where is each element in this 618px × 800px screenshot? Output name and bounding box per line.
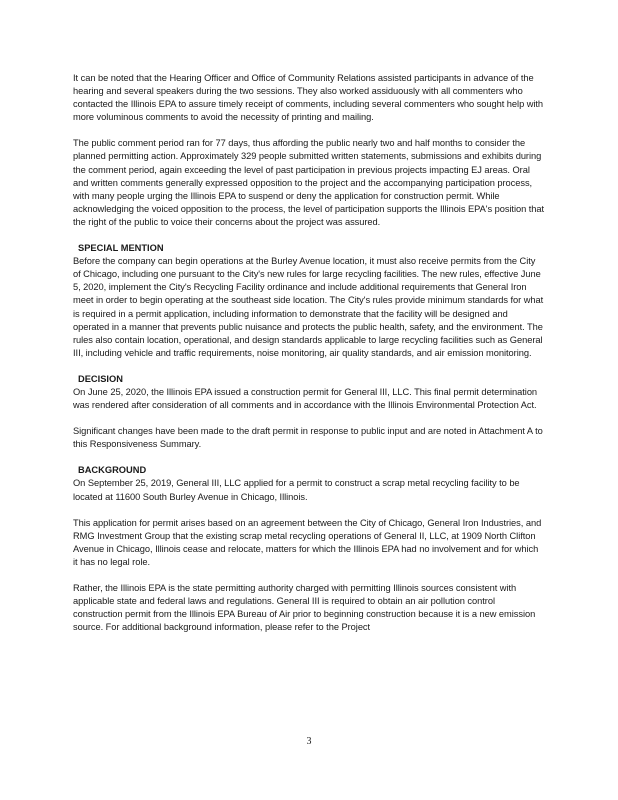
paragraph-background-authority: Rather, the Illinois EPA is the state permitting authority charged with permitting Illinois sources consistent with applicable state and federal laws and regulations. General III is required to obtain an air pollution control construction permit from the Illinois EPA Bureau of Air prior to beginning construction because it is a new emission source. For additional background information, please refer to the Project (73, 583, 536, 633)
paragraph-special-mention: Before the company can begin operations at the Burley Avenue location, it must also receive permits from the City of Chicago, including one pursuant to the City's new rules for large recycling facilities. The new rules, effective June 5, 2020, implement the City's Recycling Facility ordinance and include additional requirements that General Iron meet in order to begin operating at the southeast side location. The City's rules provide minimum standards for what is required in a permit application, including information to demonstrate that the facility will be designed and operated in a manner that prevents public nuisance and protects the public health, safety, and the environment. The rules also contain location, operational, and design standards applicable to large recycling facilities such as General III, including vehicle and traffic requirements, noise monitoring, air quality standards, and air emission monitoring. (73, 256, 544, 358)
paragraph-decision-permit: On June 25, 2020, the Illinois EPA issued a construction permit for General III, LLC. This final permit determination was rendered after consideration of all comments and in accordance with the Illinois Environmental Protection Act. (73, 386, 538, 411)
paragraph-hearing-officer: It can be noted that the Hearing Officer and Office of Community Relations assisted participants in advance of the hearing and several speakers during the two sessions. They also worked assiduously with all commenters who contacted the Illinois EPA to assure timely receipt of comments, including several commenters who sought help with more voluminous comments to avoid the necessity of printing and mailing. (73, 73, 544, 123)
heading-special-mention: SPECIAL MENTION (78, 243, 164, 254)
page-body (73, 72, 545, 647)
page-number: 3 (306, 736, 312, 747)
paragraph-background-agreement: This application for permit arises based on an agreement between the City of Chicago, General Iron Industries, and RMG Investment Group that the existing scrap metal recycling operations of General II, LLC, at 1909 North Clifton Avenue in Chicago, Illinois cease and relocate, matters for which the Illinois EPA had no involvement and for which it has no legal role. (73, 517, 542, 567)
paragraph-public-comment-period: The public comment period ran for 77 days, thus affording the public nearly two and half months to consider the planned permitting action. Approximately 329 people submitted written statements, submissions and exhibits during the comment period, again exceeding the level of past participation in previous projects impacting EJ areas. Oral and written comments generally expressed opposition to the project and the accompanying participation process, with many people urging the Illinois EPA to suspend or deny the application for construction permit. While acknowledging the voiced opposition to the process, the level of participation supports the Illinois EPA's position that the right of the public to voice their concerns about the project was assured. (73, 138, 545, 227)
paragraph-background-application: On September 25, 2019, General III, LLC applied for a permit to construct a scrap metal recycling facility to be located at 11600 South Burley Avenue in Chicago, Illinois. (73, 478, 520, 502)
heading-background: BACKGROUND (78, 465, 147, 476)
heading-decision: DECISION (78, 373, 123, 384)
paragraph-decision-changes: Significant changes have been made to the draft permit in response to public input and are noted in Attachment A to this Responsiveness Summary. (73, 426, 543, 450)
